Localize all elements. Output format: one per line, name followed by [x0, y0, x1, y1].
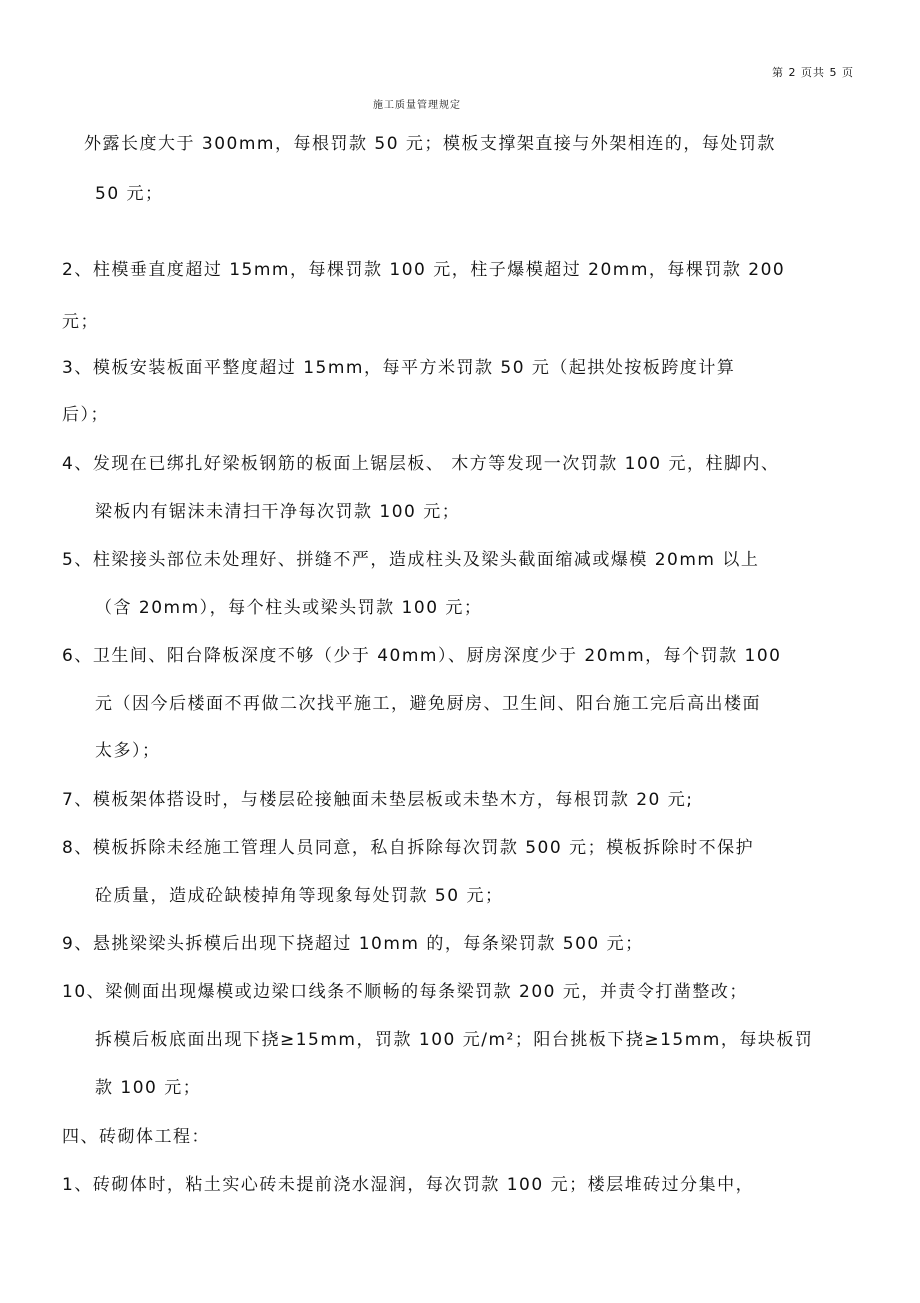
body-line: 50 元；	[95, 184, 164, 204]
body-line: 砼质量，造成砼缺棱掉角等现象每处罚款 50 元；	[95, 886, 504, 906]
running-header: 施工质量管理规定	[373, 100, 461, 111]
body-line: 5、柱梁接头部位未处理好、拼缝不严，造成柱头及梁头截面缩减或爆模 20mm 以上	[62, 550, 760, 570]
section-heading: 四、砖砌体工程：	[62, 1127, 210, 1147]
body-line: 4、发现在已绑扎好梁板钢筋的板面上锯层板、 木方等发现一次罚款 100 元，柱脚内、	[62, 454, 780, 474]
body-line: 10、梁侧面出现爆模或边梁口线条不顺畅的每条梁罚款 200 元，并责令打凿整改；	[62, 982, 748, 1002]
body-line: （含 20mm），每个柱头或梁头罚款 100 元；	[95, 598, 483, 618]
body-line: 1、砖砌体时，粘土实心砖未提前浇水湿润，每次罚款 100 元；楼层堆砖过分集中，	[62, 1175, 755, 1195]
body-line: 元；	[62, 312, 99, 332]
body-line: 6、卫生间、阳台降板深度不够（少于 40mm）、厨房深度少于 20mm，每个罚款 100	[62, 646, 782, 666]
body-line: 拆模后板底面出现下挠≥15mm，罚款 100 元/m²；阳台挑板下挠≥15mm，每块板罚	[95, 1030, 814, 1050]
body-line: 款 100 元；	[95, 1078, 202, 1098]
body-line: 2、柱模垂直度超过 15mm，每棵罚款 100 元，柱子爆模超过 20mm，每棵罚款 200	[62, 260, 786, 280]
body-line: 后）；	[62, 405, 109, 425]
body-line: 太多）；	[95, 741, 161, 761]
body-line: 9、悬挑梁梁头拆模后出现下挠超过 10mm 的，每条梁罚款 500 元；	[62, 934, 644, 954]
body-line: 外露长度大于 300mm，每根罚款 50 元；模板支撑架直接与外架相连的，每处罚款	[84, 134, 776, 154]
body-line: 7、模板架体搭设时，与楼层砼接触面未垫层板或未垫木方，每根罚款 20 元;	[62, 790, 694, 810]
body-line: 3、模板安装板面平整度超过 15mm，每平方米罚款 50 元（起拱处按板跨度计算	[62, 358, 736, 378]
page-number: 第 2 页共 5 页	[772, 66, 854, 79]
body-line: 梁板内有锯沫未清扫干净每次罚款 100 元；	[95, 502, 461, 522]
body-line: 元（因今后楼面不再做二次找平施工，避免厨房、卫生间、阳台施工完后高出楼面	[95, 694, 761, 714]
body-line: 8、模板拆除未经施工管理人员同意，私自拆除每次罚款 500 元；模板拆除时不保护	[62, 838, 755, 858]
